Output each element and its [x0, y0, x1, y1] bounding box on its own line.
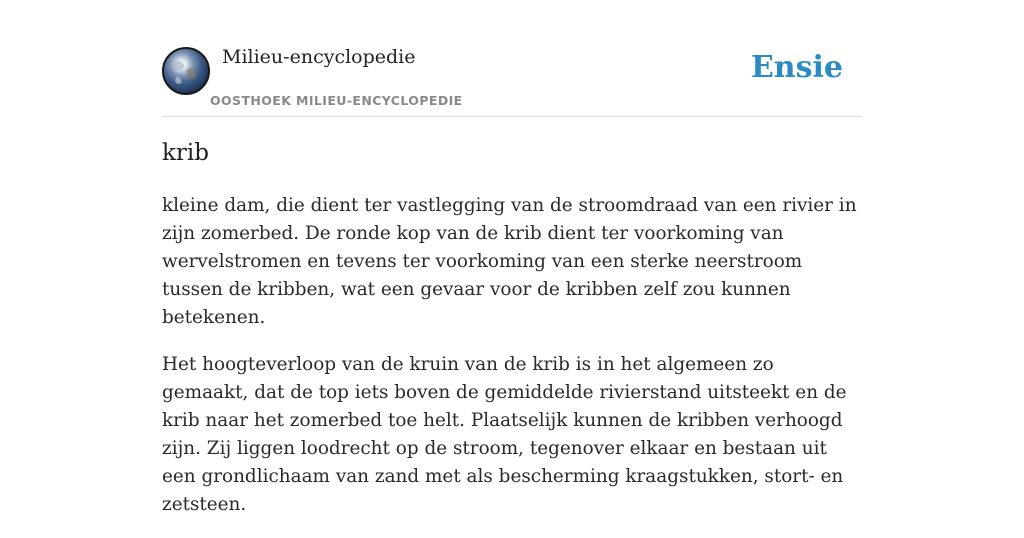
article-title: krib: [162, 140, 210, 166]
article-body: [162, 192, 862, 538]
brand-logo[interactable]: Ensie: [750, 50, 843, 85]
site-title[interactable]: Milieu-encyclopedie: [222, 46, 416, 68]
article-paragraph: Het hoogteverloop van de kruin van de krib is in het algemeen zo gemaakt, dat de top iets boven de gemiddelde rivierstand uitsteekt en de krib naar het zomerbed toe helt. Plaatselijk kunnen de kribben verhoogd zijn. Zij liggen loodrecht op de stroom, tegenover elkaar en bestaan uit een grondlichaam van zand met als bescherming kraagstukken, stort- en zetsteen.: [162, 354, 847, 515]
page-content: [162, 0, 862, 515]
site-header: [162, 0, 862, 117]
article-paragraph: kleine dam, die dient ter vastlegging van de stroomdraad van een rivier in zijn zomerbed. De ronde kop van de krib dient ter voorkoming van wervelstromen en tevens ter voorkoming van een sterke neerstroom tussen de kribben, wat een gevaar voor de kribben zelf zou kunnen betekenen.: [162, 195, 857, 328]
site-subtitle: OOSTHOEK MILIEU-ENCYCLOPEDIE: [210, 93, 463, 108]
earth-globe-icon[interactable]: [162, 47, 210, 95]
